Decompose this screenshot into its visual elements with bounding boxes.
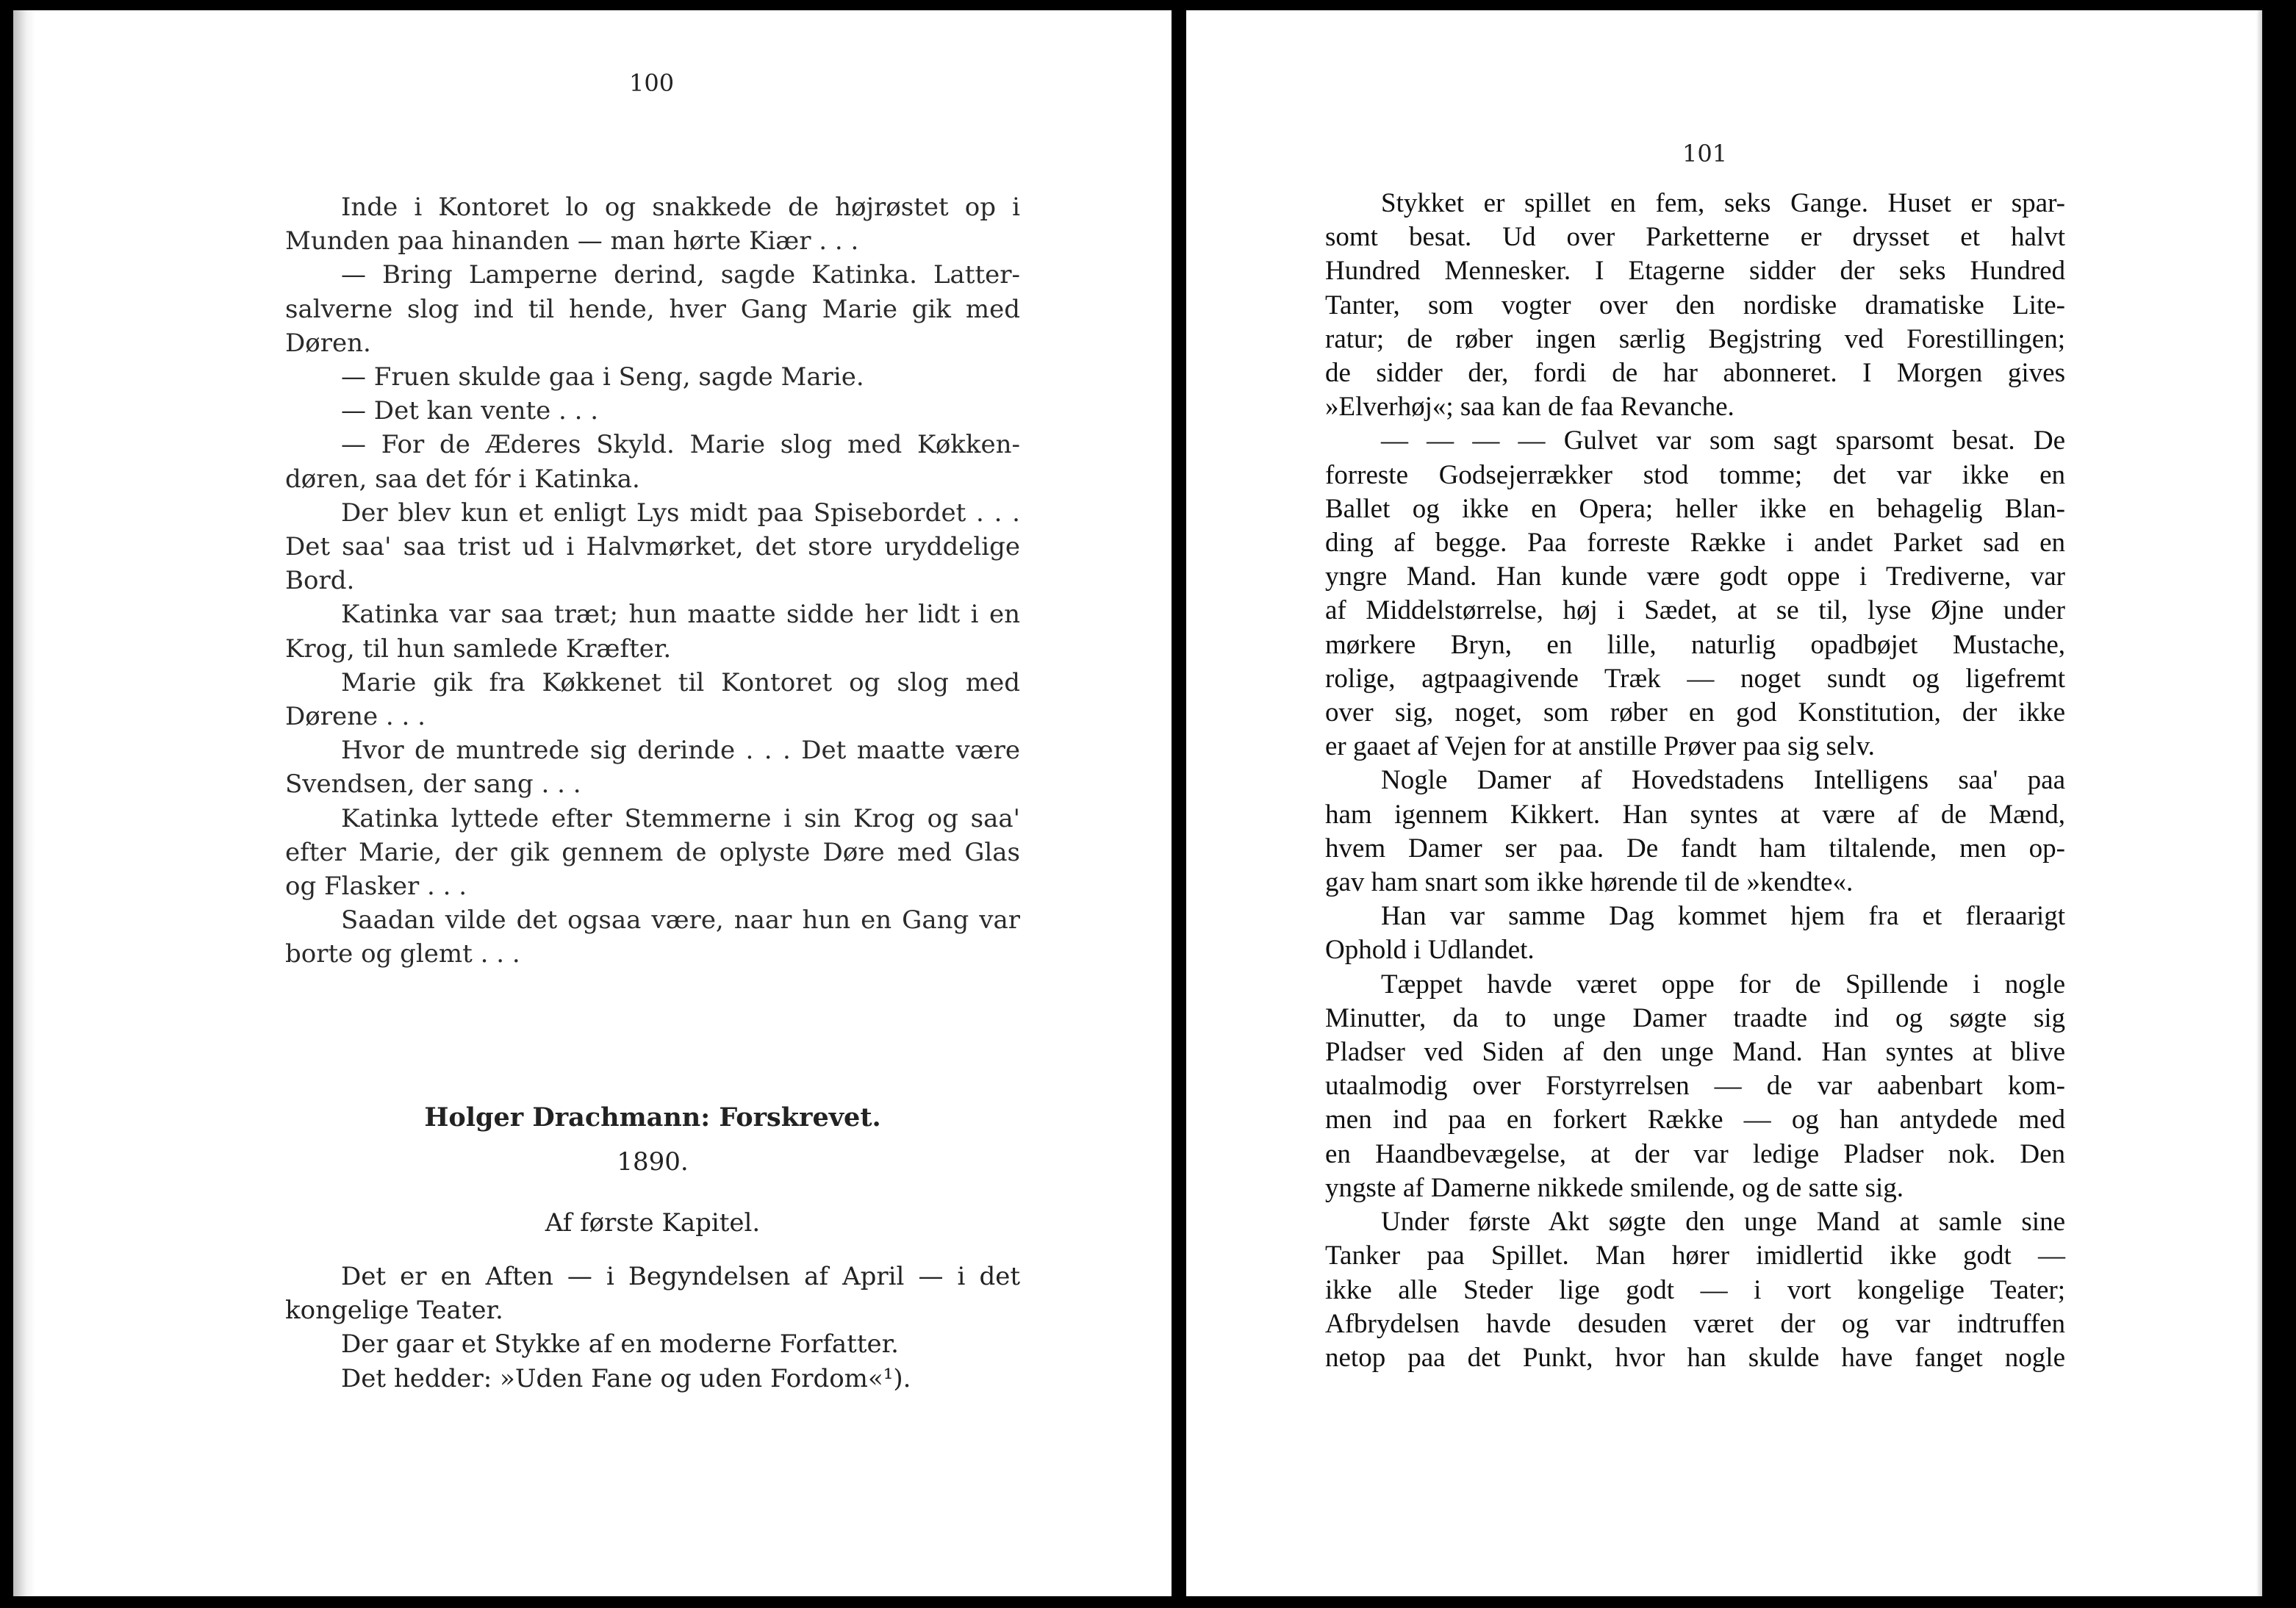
text-line: Marie gik fra Køkkenet til Kontoret og slog med xyxy=(341,667,1020,697)
text-line: Inde i Kontoret lo og snakkede de højrøstet op i xyxy=(341,193,1020,222)
page-edge xyxy=(2256,10,2262,1596)
text-line: rolige, agtpaagivende Træk — noget sundt og ligefremt xyxy=(1325,663,2065,694)
right-text-block xyxy=(1325,187,2065,1375)
text-line: Bord. xyxy=(285,566,355,596)
text-line: netop paa det Punkt, hvor han skulde have fanget nogle xyxy=(1325,1342,2065,1373)
text-line: Det er en Aften — i Begyndelsen af April — i det xyxy=(341,1262,1020,1291)
text-line: — For de Æderes Skyld. Marie slog med Køkken- xyxy=(341,430,1020,460)
text-line: Ophold i Udlandet. xyxy=(1325,935,1535,966)
text-line: Der blev kun et enligt Lys midt paa Spisebordet . . . xyxy=(341,498,1020,528)
text-line: Det hedder: »Uden Fane og uden Fordom«¹). xyxy=(341,1363,911,1393)
text-line: — Det kan vente . . . xyxy=(341,396,599,426)
text-line: Afbrydelsen havde desuden været der og var indtruffen xyxy=(1325,1308,2065,1339)
text-line: ham igennem Kikkert. Han syntes at være af de Mænd, xyxy=(1325,799,2065,830)
text-line: Nogle Damer af Hovedstadens Intelligens saa' paa xyxy=(1381,765,2065,796)
text-line: Stykket er spillet en fem, seks Gange. Huset er spar- xyxy=(1381,188,2065,218)
text-line: Pladser ved Siden af den unge Mand. Han syntes at blive xyxy=(1325,1037,2065,1068)
left-text-block-2 xyxy=(285,1260,1020,1396)
text-line: over sig, noget, som røber en god Konstitution, der ikke xyxy=(1325,697,2065,728)
text-line: — Fruen skulde gaa i Seng, sagde Marie. xyxy=(341,362,864,392)
text-line: somt besat. Ud over Parketterne er drysset et halvt xyxy=(1325,222,2065,253)
text-line: af Middelstørrelse, høj i Sædet, at se til, lyse Øjne under xyxy=(1325,595,2065,626)
text-line: Hvor de muntrede sig derinde . . . Det maatte være xyxy=(341,736,1020,766)
text-line: forreste Godsejerrækker stod tomme; det var ikke en xyxy=(1325,459,2065,490)
text-line: salverne slog ind til hende, hver Gang Marie gik med xyxy=(285,294,1020,324)
text-line: ding af begge. Paa forreste Række i andet Parket sad en xyxy=(1325,528,2065,559)
right-page xyxy=(1186,10,2262,1596)
text-line: — — — — Gulvet var som sagt sparsomt besat. De xyxy=(1381,426,2065,456)
text-line: »Elverhøj«; saa kan de faa Revanche. xyxy=(1325,392,1734,423)
text-line: mørkere Bryn, en lille, naturlig opadbøjet Mustache, xyxy=(1325,629,2065,660)
text-line: Ballet og ikke en Opera; heller ikke en behagelig Blan- xyxy=(1325,493,2065,524)
text-line: døren, saa det fór i Katinka. xyxy=(285,464,640,494)
text-line: Tæppet havde været oppe for de Spillende i nogle xyxy=(1381,969,2065,999)
text-line: Katinka lyttede efter Stemmerne i sin Krog og saa' xyxy=(341,803,1020,833)
text-line: Det saa' saa trist ud i Halvmørket, det store uryddelige xyxy=(285,532,1020,562)
text-line: Saadan vilde det ogsaa være, naar hun en Gang var xyxy=(341,905,1020,936)
left-text-block xyxy=(285,190,1020,972)
text-line: er gaaet af Vejen for at anstille Prøver paa sig selv. xyxy=(1325,731,1875,762)
binding-shadow xyxy=(13,10,35,1596)
text-line: Tanker paa Spillet. Man hører imidlertid ikke godt — xyxy=(1325,1241,2065,1271)
page-number-right: 101 xyxy=(1682,140,1728,168)
text-line: Munden paa hinanden — man hørte Kiær . . . xyxy=(285,226,859,256)
text-line: de sidder der, fordi de har abonneret. I Morgen gives xyxy=(1325,358,2065,389)
text-line: yngre Mand. Han kunde være godt oppe i Trediverne, var xyxy=(1325,561,2065,592)
text-line: Døren. xyxy=(285,328,371,358)
left-page xyxy=(13,10,1172,1596)
text-line: Katinka var saa træt; hun maatte sidde her lidt i en xyxy=(341,600,1020,630)
text-line: Der gaar et Stykke af en moderne Forfatter. xyxy=(341,1329,899,1360)
text-line: en Haandbevægelse, at der var ledige Pladser nok. Den xyxy=(1325,1138,2065,1169)
text-line: — Bring Lamperne derind, sagde Katinka. Latter- xyxy=(341,260,1020,290)
text-line: og Flasker . . . xyxy=(285,872,467,902)
text-line: Hundred Mennesker. I Etagerne sidder der seks Hundred xyxy=(1325,256,2065,287)
text-line: men ind paa en forkert Række — og han antydede med xyxy=(1325,1105,2065,1135)
chapter-title: Holger Drachmann: Forskrevet. xyxy=(424,1102,881,1133)
chapter-subtitle: Af første Kapitel. xyxy=(545,1208,761,1238)
text-line: Under første Akt søgte den unge Mand at samle sine xyxy=(1381,1207,2065,1238)
text-line: Tanter, som vogter over den nordiske dramatiske Lite- xyxy=(1325,290,2065,320)
text-line: yngste af Damerne nikkede smilende, og de satte sig. xyxy=(1325,1172,1904,1203)
text-line: ikke alle Steder lige godt — i vort kongelige Teater; xyxy=(1325,1274,2065,1305)
text-line: Krog, til hun samlede Kræfter. xyxy=(285,633,672,664)
chapter-year: 1890. xyxy=(617,1147,689,1177)
text-line: efter Marie, der gik gennem de oplyste Døre med Glas xyxy=(285,837,1020,867)
text-line: kongelige Teater. xyxy=(285,1296,503,1326)
text-line: Minutter, da to unge Damer traadte ind og søgte sig xyxy=(1325,1002,2065,1033)
text-line: Svendsen, der sang . . . xyxy=(285,769,581,800)
text-line: Han var samme Dag kommet hjem fra et fleraarigt xyxy=(1381,901,2065,932)
text-line: utaalmodig over Forstyrrelsen — de var aabenbart kom- xyxy=(1325,1071,2065,1102)
text-line: gav ham snart som ikke hørende til de »kendte«. xyxy=(1325,867,1854,898)
page-number-left: 100 xyxy=(629,69,675,97)
text-line: Dørene . . . xyxy=(285,702,426,732)
text-line: ratur; de røber ingen særlig Begjstring ved Forestillingen; xyxy=(1325,323,2065,354)
text-line: hvem Damer ser paa. De fandt ham tiltalende, men op- xyxy=(1325,833,2065,864)
text-line: borte og glemt . . . xyxy=(285,939,520,969)
